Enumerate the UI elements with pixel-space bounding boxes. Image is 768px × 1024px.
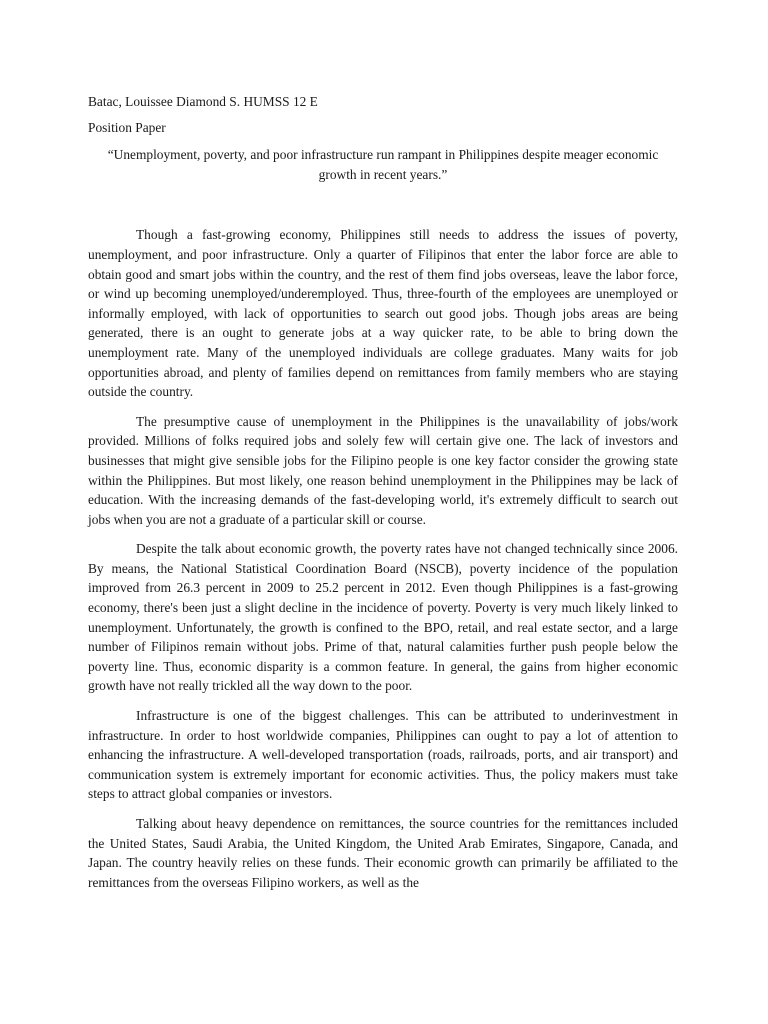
document-body bbox=[88, 225, 678, 892]
paragraph-unemployment-overview: Though a fast-growing economy, Philippines still needs to address the issues of poverty, unemployment, and poor infrastructure. Only a quarter of Filipinos that enter the labor force are able to obtain good and smart jobs within the country, and the rest of them find jobs overseas, leave the labor force, or wind up becoming unemployed/underemployed. Thus, three-fourth of the employees are unemployed or informally employed, with lack of opportunities to search out good jobs. Though jobs areas are being generated, there is an ought to generate jobs at a way quicker rate, to be able to bring down the unemployment rate. Many of the unemployed individuals are college graduates. Many waits for job opportunities abroad, and plenty of families depend on remittances from family members who are staying outside the country. bbox=[88, 227, 678, 400]
document-type: Position Paper bbox=[88, 119, 166, 135]
paragraph-infrastructure: Infrastructure is one of the biggest challenges. This can be attributed to underinvestment in infrastructure. In order to host worldwide companies, Philippines can ought to pay a lot of attention to enhancing the infrastructure. A well-developed transportation (roads, railroads, ports, and air transport) and communication system is extremely important for economic activities. Thus, the policy makers must take steps to attract global companies or investors. bbox=[88, 708, 678, 802]
paragraph-poverty: Despite the talk about economic growth, the poverty rates have not changed technically since 2006. By means, the National Statistical Coordination Board (NSCB), poverty incidence of the population improved from 26.3 percent in 2009 to 25.2 percent in 2012. Even though Philippines is a fast-growing economy, there's been just a slight decline in the incidence of poverty. Poverty is very much likely linked to unemployment. Unfortunately, the growth is confined to the BPO, retail, and real estate sector, and a large number of Filipinos remain without jobs. Prime of that, natural calamities further push people below the poverty line. Thus, economic disparity is a common feature. In general, the gains from higher economic growth have not really trickled all the way down to the poor. bbox=[88, 541, 678, 694]
document-page bbox=[88, 92, 678, 902]
paragraph-causes-of-unemployment: The presumptive cause of unemployment in the Philippines is the unavailability of jobs/work provided. Millions of folks required jobs and solely few will certain give one. The lack of investors and businesses that might give sensible jobs for the Filipino people is one key factor consider the growing state within the Philippines. But most likely, one reason behind unemployment in the Philippines may be lack of education. With the increasing demands of the fast-developing world, it's extremely difficult to search out jobs when you are not a graduate of a particular skill or course. bbox=[88, 413, 678, 527]
paragraph-remittances: Talking about heavy dependence on remittances, the source countries for the remittances included the United States, Saudi Arabia, the United Kingdom, the United Arab Emirates, Singapore, Canada, and Japan. The country heavily relies on these funds. Their economic growth can primarily be affiliated to the remittances from the overseas Filipino workers, as well as the bbox=[88, 816, 678, 890]
author-line: Batac, Louissee Diamond S. HUMSS 12 E bbox=[88, 94, 318, 109]
thesis-quote: “Unemployment, poverty, and poor infrastructure run rampant in Philippines despite meager economic growth in recent years.” bbox=[107, 147, 659, 182]
